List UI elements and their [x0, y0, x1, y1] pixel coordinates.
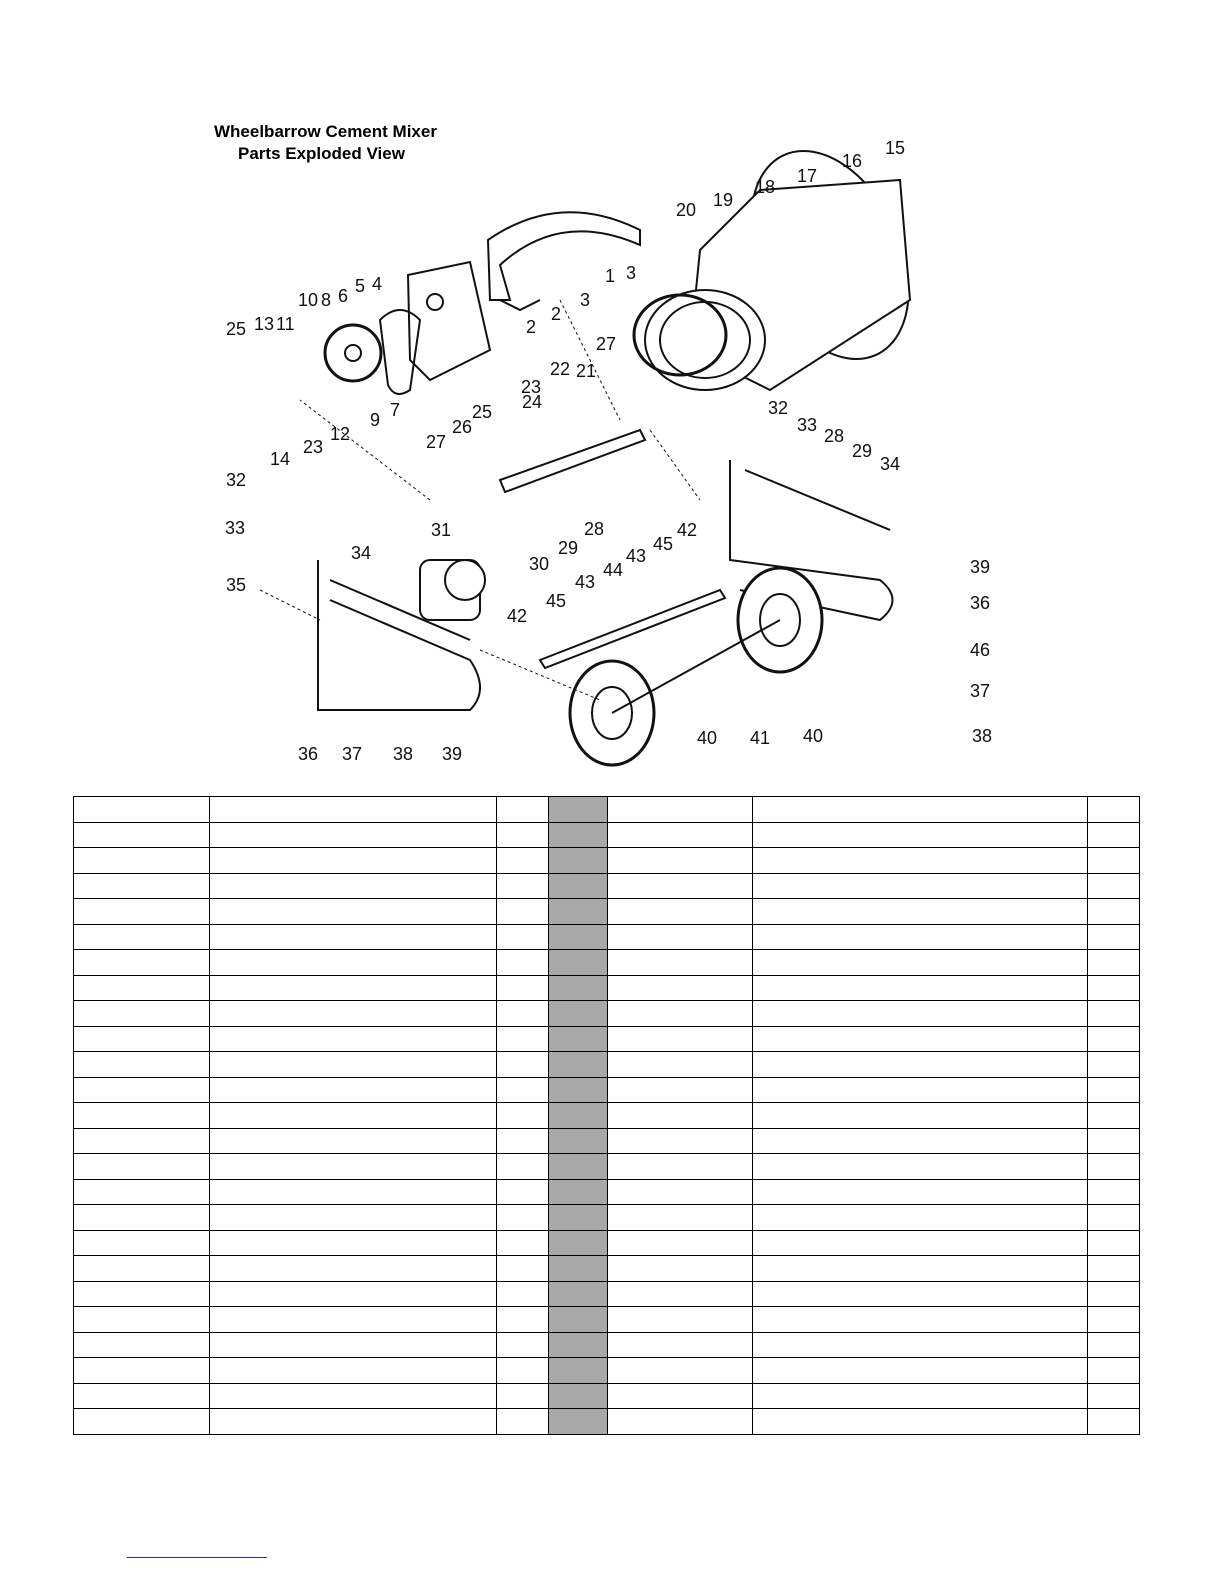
svg-text:2: 2	[526, 317, 537, 337]
table-cell	[753, 899, 1088, 925]
table-cell	[210, 1409, 497, 1435]
parts-list-table	[73, 796, 1140, 1435]
table-cell	[210, 1281, 497, 1307]
table-cell	[1088, 1154, 1140, 1180]
table-separator-cell	[549, 1001, 608, 1027]
table-cell	[74, 899, 210, 925]
svg-text:45: 45	[546, 591, 567, 611]
table-cell	[608, 1026, 753, 1052]
table-cell	[1088, 1230, 1140, 1256]
title-line-1: Wheelbarrow Cement Mixer	[214, 122, 437, 141]
table-cell	[608, 848, 753, 874]
table-cell	[497, 848, 549, 874]
svg-text:22: 22	[550, 359, 571, 379]
svg-text:28: 28	[824, 426, 845, 446]
table-cell	[74, 1077, 210, 1103]
table-cell	[753, 1409, 1088, 1435]
table-separator-cell	[549, 1052, 608, 1078]
table-separator-cell	[549, 848, 608, 874]
table-cell	[1088, 975, 1140, 1001]
svg-text:39: 39	[442, 744, 463, 764]
table-cell	[74, 1332, 210, 1358]
table-cell	[74, 1103, 210, 1129]
table-cell	[1088, 873, 1140, 899]
table-cell	[74, 975, 210, 1001]
table-cell	[753, 1026, 1088, 1052]
table-cell	[497, 1103, 549, 1129]
table-cell	[608, 1103, 753, 1129]
table-cell	[210, 822, 497, 848]
table-cell	[608, 1077, 753, 1103]
table-cell	[497, 1205, 549, 1231]
table-row	[74, 1026, 1140, 1052]
table-cell	[497, 1281, 549, 1307]
table-cell	[608, 1332, 753, 1358]
table-cell	[497, 1179, 549, 1205]
svg-text:29: 29	[558, 538, 579, 558]
table-cell	[753, 1307, 1088, 1333]
svg-text:44: 44	[603, 560, 624, 580]
svg-text:42: 42	[677, 520, 698, 540]
svg-text:31: 31	[431, 520, 452, 540]
table-cell	[74, 1128, 210, 1154]
table-row	[74, 1409, 1140, 1435]
table-cell	[1088, 1256, 1140, 1282]
table-cell	[74, 1154, 210, 1180]
table-cell	[210, 1052, 497, 1078]
table-cell	[1088, 1281, 1140, 1307]
table-cell	[753, 1256, 1088, 1282]
table-cell	[210, 924, 497, 950]
table-separator-cell	[549, 1179, 608, 1205]
table-row	[74, 1383, 1140, 1409]
svg-text:26: 26	[452, 417, 473, 437]
table-cell	[608, 1128, 753, 1154]
table-cell	[1088, 1205, 1140, 1231]
svg-text:43: 43	[575, 572, 596, 592]
table-cell	[608, 1307, 753, 1333]
table-separator-cell	[549, 1026, 608, 1052]
table-cell	[1088, 1307, 1140, 1333]
table-cell	[74, 822, 210, 848]
table-row	[74, 1205, 1140, 1231]
table-separator-cell	[549, 873, 608, 899]
svg-text:36: 36	[298, 744, 319, 764]
table-cell	[753, 1103, 1088, 1129]
table-cell	[1088, 1358, 1140, 1384]
table-cell	[497, 975, 549, 1001]
svg-text:23: 23	[521, 377, 542, 397]
table-cell	[497, 899, 549, 925]
svg-text:11: 11	[276, 314, 295, 334]
svg-text:28: 28	[584, 519, 605, 539]
table-cell	[1088, 1128, 1140, 1154]
table-cell	[608, 873, 753, 899]
table-cell	[608, 1001, 753, 1027]
table-row	[74, 1052, 1140, 1078]
table-cell	[753, 1383, 1088, 1409]
table-cell	[608, 1154, 753, 1180]
table-cell	[210, 1307, 497, 1333]
svg-text:30: 30	[529, 554, 550, 574]
table-cell	[74, 1256, 210, 1282]
table-cell	[753, 975, 1088, 1001]
table-cell	[74, 1052, 210, 1078]
table-cell	[608, 1281, 753, 1307]
table-cell	[497, 1026, 549, 1052]
table-cell	[497, 1052, 549, 1078]
svg-text:46: 46	[970, 640, 991, 660]
table-cell	[608, 899, 753, 925]
table-separator-cell	[549, 950, 608, 976]
table-cell	[210, 1128, 497, 1154]
svg-text:7: 7	[390, 400, 401, 420]
table-cell	[1088, 822, 1140, 848]
svg-text:12: 12	[330, 424, 351, 444]
table-cell	[497, 1409, 549, 1435]
table-cell	[753, 873, 1088, 899]
table-cell	[497, 1332, 549, 1358]
table-cell	[210, 1230, 497, 1256]
table-cell	[1088, 1179, 1140, 1205]
svg-text:9: 9	[370, 410, 381, 430]
svg-text:20: 20	[676, 200, 697, 220]
svg-text:40: 40	[803, 726, 824, 746]
table-cell	[74, 848, 210, 874]
table-cell	[497, 1154, 549, 1180]
table-cell	[497, 1256, 549, 1282]
exploded-view-diagram	[0, 0, 1225, 790]
table-cell	[497, 924, 549, 950]
svg-text:2: 2	[551, 304, 562, 324]
table-cell	[497, 1383, 549, 1409]
table-row	[74, 848, 1140, 874]
table-cell	[753, 1077, 1088, 1103]
svg-text:36: 36	[970, 593, 991, 613]
svg-text:37: 37	[970, 681, 991, 701]
table-cell	[753, 1332, 1088, 1358]
table-cell	[753, 1128, 1088, 1154]
svg-text:33: 33	[797, 415, 818, 435]
svg-text:3: 3	[626, 263, 637, 283]
table-cell	[210, 873, 497, 899]
table-cell	[753, 1205, 1088, 1231]
svg-text:39: 39	[970, 557, 991, 577]
svg-text:8: 8	[321, 290, 332, 310]
table-cell	[210, 1383, 497, 1409]
table-row	[74, 899, 1140, 925]
table-cell	[753, 1230, 1088, 1256]
table-cell	[74, 1307, 210, 1333]
table-cell	[497, 950, 549, 976]
svg-text:10: 10	[298, 290, 319, 310]
table-cell	[210, 975, 497, 1001]
table-cell	[210, 1256, 497, 1282]
table-cell	[74, 1026, 210, 1052]
table-cell	[497, 1230, 549, 1256]
svg-text:37: 37	[342, 744, 363, 764]
table-cell	[753, 1358, 1088, 1384]
table-cell	[608, 975, 753, 1001]
table-cell	[1088, 1052, 1140, 1078]
svg-text:4: 4	[372, 274, 383, 294]
table-cell	[1088, 1026, 1140, 1052]
table-cell	[74, 1281, 210, 1307]
table-separator-cell	[549, 1383, 608, 1409]
table-cell	[210, 1179, 497, 1205]
table-cell	[753, 1154, 1088, 1180]
table-cell	[753, 924, 1088, 950]
table-row	[74, 975, 1140, 1001]
svg-text:29: 29	[852, 441, 873, 461]
table-cell	[210, 797, 497, 823]
table-cell	[74, 1001, 210, 1027]
footer-link-underline[interactable]	[127, 1557, 267, 1558]
table-cell	[74, 1409, 210, 1435]
table-row	[74, 822, 1140, 848]
table-cell	[210, 1026, 497, 1052]
table-row	[74, 924, 1140, 950]
table-cell	[210, 848, 497, 874]
table-separator-cell	[549, 1281, 608, 1307]
table-row	[74, 1179, 1140, 1205]
svg-text:5: 5	[355, 276, 366, 296]
table-cell	[74, 1179, 210, 1205]
table-cell	[497, 1128, 549, 1154]
table-row	[74, 873, 1140, 899]
svg-text:15: 15	[885, 138, 906, 158]
table-row	[74, 950, 1140, 976]
table-cell	[1088, 950, 1140, 976]
table-cell	[210, 1103, 497, 1129]
svg-text:35: 35	[226, 575, 247, 595]
table-separator-cell	[549, 1154, 608, 1180]
table-row	[74, 1281, 1140, 1307]
table-cell	[753, 822, 1088, 848]
table-row	[74, 1256, 1140, 1282]
table-row	[74, 1358, 1140, 1384]
table-cell	[210, 1358, 497, 1384]
table-cell	[608, 924, 753, 950]
table-cell	[210, 1205, 497, 1231]
table-cell	[1088, 1383, 1140, 1409]
svg-text:23: 23	[303, 437, 324, 457]
svg-text:34: 34	[880, 454, 901, 474]
table-cell	[753, 1001, 1088, 1027]
svg-text:24: 24	[522, 392, 543, 412]
table-separator-cell	[549, 1128, 608, 1154]
table-cell	[497, 1001, 549, 1027]
table-separator-cell	[549, 1409, 608, 1435]
table-separator-cell	[549, 797, 608, 823]
table-cell	[608, 1383, 753, 1409]
table-cell	[1088, 797, 1140, 823]
svg-text:43: 43	[626, 546, 647, 566]
svg-text:18: 18	[755, 177, 776, 197]
table-cell	[1088, 1077, 1140, 1103]
table-separator-cell	[549, 1077, 608, 1103]
table-row	[74, 1332, 1140, 1358]
svg-text:41: 41	[750, 728, 771, 748]
table-separator-cell	[549, 975, 608, 1001]
table-cell	[497, 1077, 549, 1103]
svg-text:25: 25	[226, 319, 247, 339]
svg-text:16: 16	[842, 151, 863, 171]
svg-text:19: 19	[713, 190, 734, 210]
svg-text:33: 33	[225, 518, 246, 538]
svg-text:34: 34	[351, 543, 372, 563]
table-cell	[1088, 848, 1140, 874]
svg-text:13: 13	[254, 314, 275, 334]
table-cell	[608, 1052, 753, 1078]
table-cell	[74, 1383, 210, 1409]
table-cell	[608, 1205, 753, 1231]
table-cell	[753, 1052, 1088, 1078]
table-cell	[497, 1358, 549, 1384]
svg-text:40: 40	[697, 728, 718, 748]
title-line-2: Parts Exploded View	[238, 144, 405, 163]
table-row	[74, 797, 1140, 823]
table-cell	[753, 797, 1088, 823]
table-cell	[497, 797, 549, 823]
svg-text:14: 14	[270, 449, 291, 469]
table-cell	[1088, 1103, 1140, 1129]
table-row	[74, 1128, 1140, 1154]
table-cell	[74, 1358, 210, 1384]
table-separator-cell	[549, 1358, 608, 1384]
table-cell	[753, 950, 1088, 976]
svg-text:38: 38	[972, 726, 993, 746]
table-cell	[1088, 899, 1140, 925]
table-separator-cell	[549, 1103, 608, 1129]
table-row	[74, 1001, 1140, 1027]
table-separator-cell	[549, 1256, 608, 1282]
table-cell	[608, 1230, 753, 1256]
table-cell	[74, 1205, 210, 1231]
table-row	[74, 1154, 1140, 1180]
table-cell	[753, 1281, 1088, 1307]
svg-text:17: 17	[797, 166, 818, 186]
table-cell	[608, 1409, 753, 1435]
table-cell	[497, 1307, 549, 1333]
table-cell	[1088, 1332, 1140, 1358]
svg-text:21: 21	[576, 361, 597, 381]
table-cell	[210, 1332, 497, 1358]
table-cell	[1088, 1409, 1140, 1435]
table-cell	[1088, 924, 1140, 950]
svg-text:6: 6	[338, 286, 349, 306]
table-cell	[753, 1179, 1088, 1205]
table-separator-cell	[549, 822, 608, 848]
table-cell	[210, 1001, 497, 1027]
table-cell	[608, 797, 753, 823]
table-separator-cell	[549, 1205, 608, 1231]
table-row	[74, 1307, 1140, 1333]
table-cell	[74, 950, 210, 976]
table-cell	[497, 822, 549, 848]
svg-text:3: 3	[580, 290, 591, 310]
table-cell	[210, 950, 497, 976]
table-row	[74, 1103, 1140, 1129]
table-cell	[497, 873, 549, 899]
table-cell	[74, 1230, 210, 1256]
svg-text:27: 27	[426, 432, 447, 452]
table-cell	[210, 1154, 497, 1180]
table-separator-cell	[549, 1307, 608, 1333]
table-row	[74, 1077, 1140, 1103]
table-cell	[210, 1077, 497, 1103]
table-cell	[608, 1358, 753, 1384]
table-row	[74, 1230, 1140, 1256]
svg-text:32: 32	[768, 398, 789, 418]
table-cell	[608, 822, 753, 848]
table-cell	[608, 950, 753, 976]
svg-text:45: 45	[653, 534, 674, 554]
table-separator-cell	[549, 924, 608, 950]
svg-text:27: 27	[596, 334, 617, 354]
svg-text:25: 25	[472, 402, 493, 422]
table-cell	[74, 924, 210, 950]
svg-text:32: 32	[226, 470, 247, 490]
svg-text:42: 42	[507, 606, 528, 626]
table-separator-cell	[549, 1230, 608, 1256]
table-cell	[1088, 1001, 1140, 1027]
svg-text:1: 1	[605, 266, 616, 286]
table-separator-cell	[549, 899, 608, 925]
table-cell	[753, 848, 1088, 874]
table-cell	[608, 1179, 753, 1205]
table-cell	[210, 899, 497, 925]
table-separator-cell	[549, 1332, 608, 1358]
table-cell	[74, 797, 210, 823]
svg-text:38: 38	[393, 744, 414, 764]
table-cell	[74, 873, 210, 899]
table-cell	[608, 1256, 753, 1282]
